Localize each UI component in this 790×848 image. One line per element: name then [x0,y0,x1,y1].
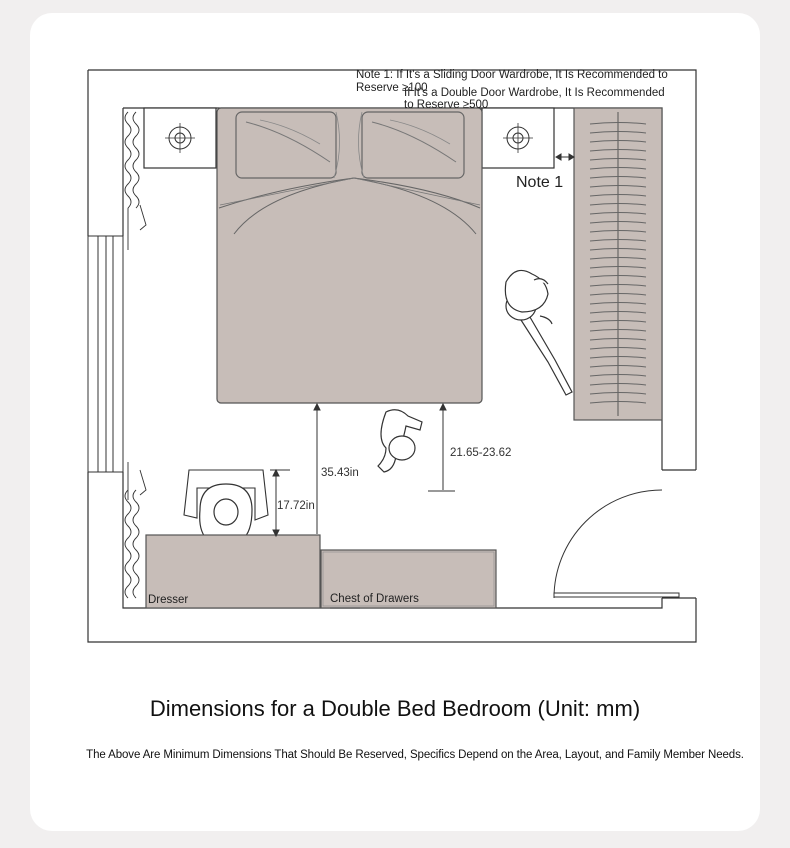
dim-bed-to-wardrobe [428,404,511,491]
dim-bed-to-dresser [314,404,359,534]
note2-line2: to Reserve ≥500 [404,99,489,111]
wardrobe [574,108,662,420]
dresser [146,535,320,608]
diagram-subtitle: The Above Are Minimum Dimensions That Should Be Reserved, Specifics Depend on the Area, Layout, and Family Member Needs. [86,749,744,761]
chest-label: Chest of Drawers [330,593,419,605]
person-center [378,410,422,472]
dim-chair-depth [270,470,315,536]
note2-line1: If It's a Double Door Wardrobe, It Is Recommended [404,87,665,99]
curtain-top [125,112,146,250]
window [88,236,123,472]
dim-label-17: 17.72in [277,500,315,512]
dresser-label: Dresser [148,594,189,606]
nightstand-left [144,108,216,168]
note1-callout: Note 1 [516,174,564,191]
diagram-title: Dimensions for a Double Bed Bedroom (Unit: mm) [149,696,641,721]
dim-label-35: 35.43in [321,467,359,479]
nightstand-right [482,108,554,168]
double-bed [217,108,482,403]
note1-gap-arrow [556,154,574,160]
curtain-bottom [125,462,146,598]
chest-of-drawers [321,550,496,608]
door [554,490,679,598]
note1-line2: Reserve ≥100 [356,82,428,94]
person-wardrobe [505,270,572,395]
dim-label-21: 21.65-23.62 [450,447,512,459]
note1-line1: Note 1: If It's a Sliding Door Wardrobe, It Is Recommended to [356,69,668,81]
